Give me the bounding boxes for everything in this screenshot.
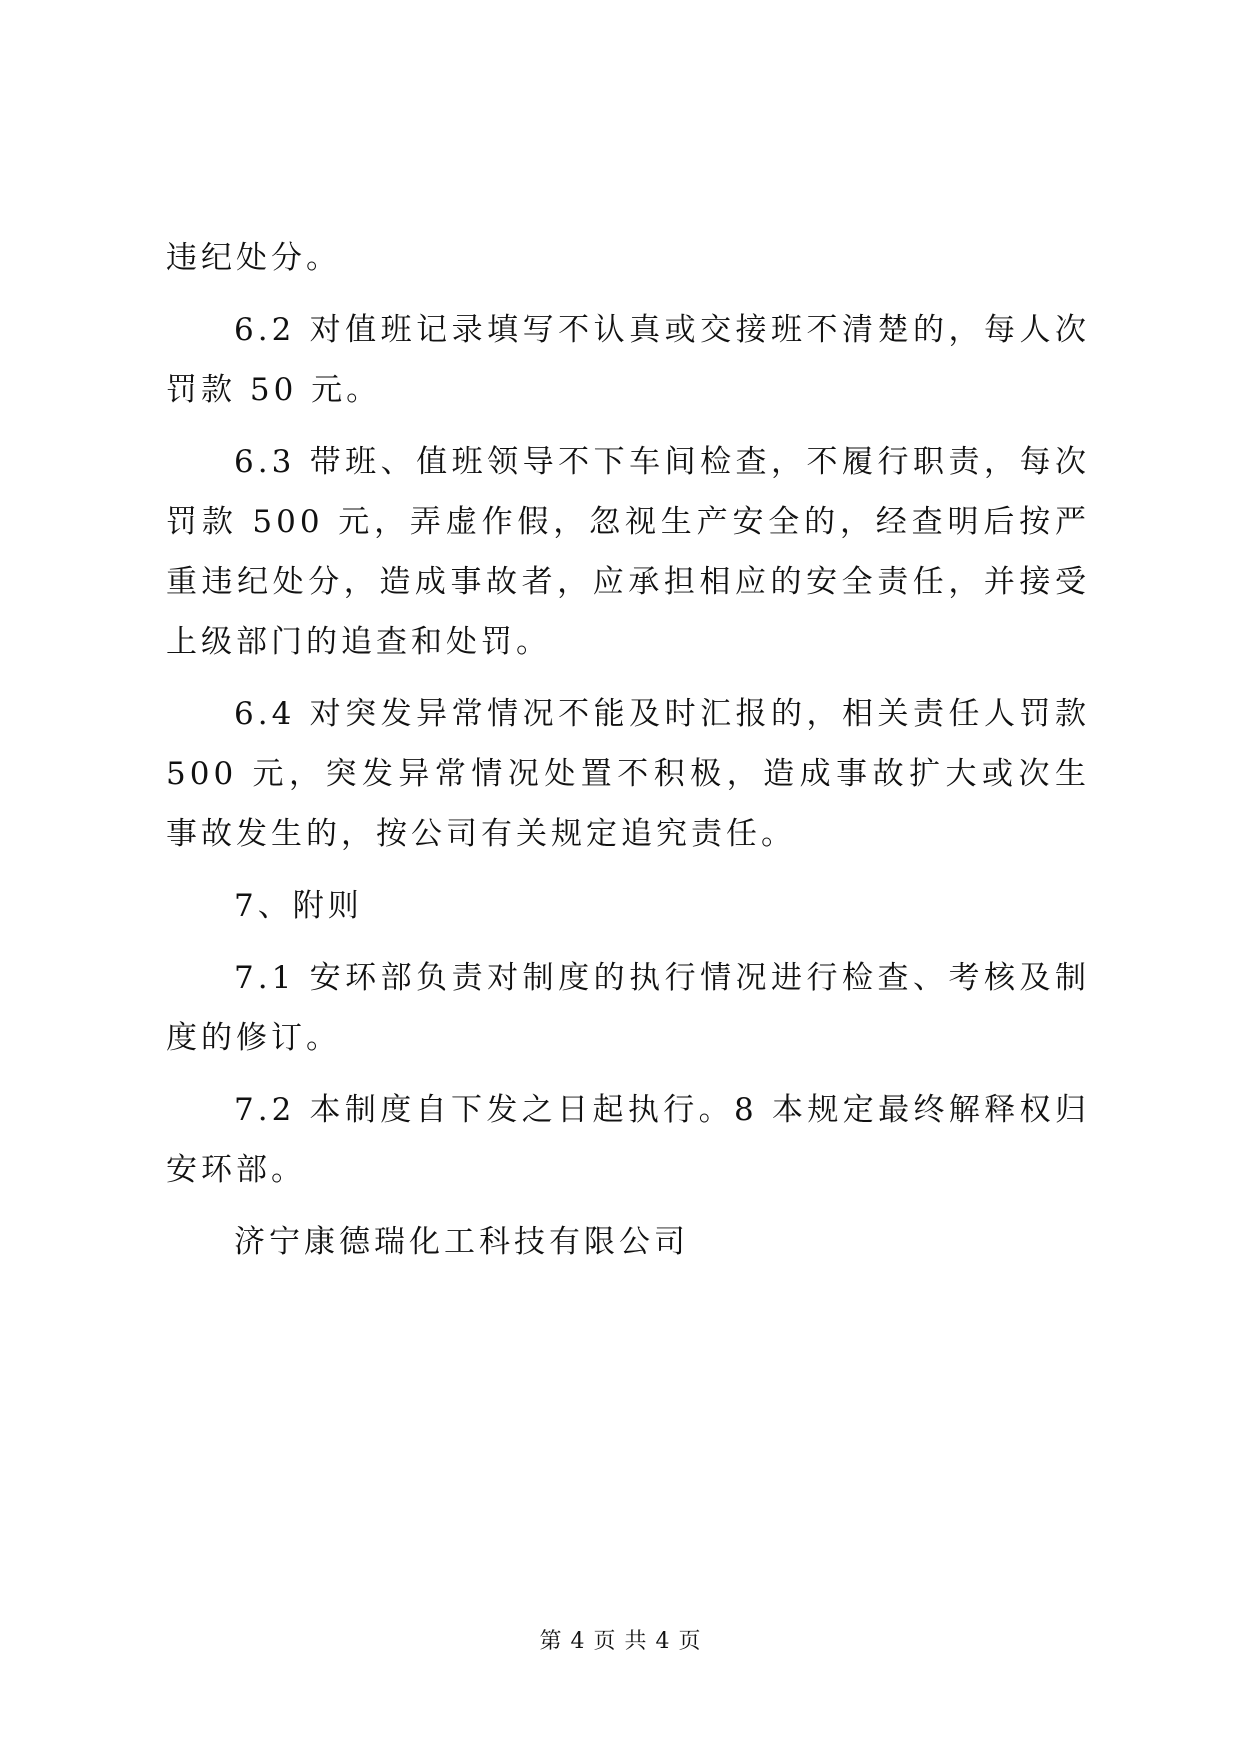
section-heading-7: 7、附则 [234, 888, 363, 924]
paragraph-6-2: 6.2 对值班记录填写不认真或交接班不清楚的，每人次罚款 50 元。 [166, 312, 1090, 408]
paragraph-6-3: 6.3 带班、值班领导不下车间检查，不履行职责，每次罚款 500 元，弄虚作假，忽视生产安全的，经查明后按严重违纪处分，造成事故者，应承担相应的安全责任，并接受上级部门的追查和处罚。 [166, 444, 1090, 660]
document-body [166, 228, 1090, 1284]
page-number-footer: 第 4 页 共 4 页 [539, 1629, 702, 1654]
paragraph-continuation: 违纪处分。 [166, 240, 341, 276]
company-signature: 济宁康德瑞化工科技有限公司 [234, 1224, 689, 1260]
paragraph-6-4: 6.4 对突发异常情况不能及时汇报的，相关责任人罚款 500 元，突发异常情况处置不积极，造成事故扩大或次生事故发生的，按公司有关规定追究责任。 [166, 696, 1090, 852]
paragraph-7-1: 7.1 安环部负责对制度的执行情况进行检查、考核及制度的修订。 [166, 960, 1090, 1056]
paragraph-7-2: 7.2 本制度自下发之日起执行。8 本规定最终解释权归安环部。 [166, 1092, 1090, 1188]
